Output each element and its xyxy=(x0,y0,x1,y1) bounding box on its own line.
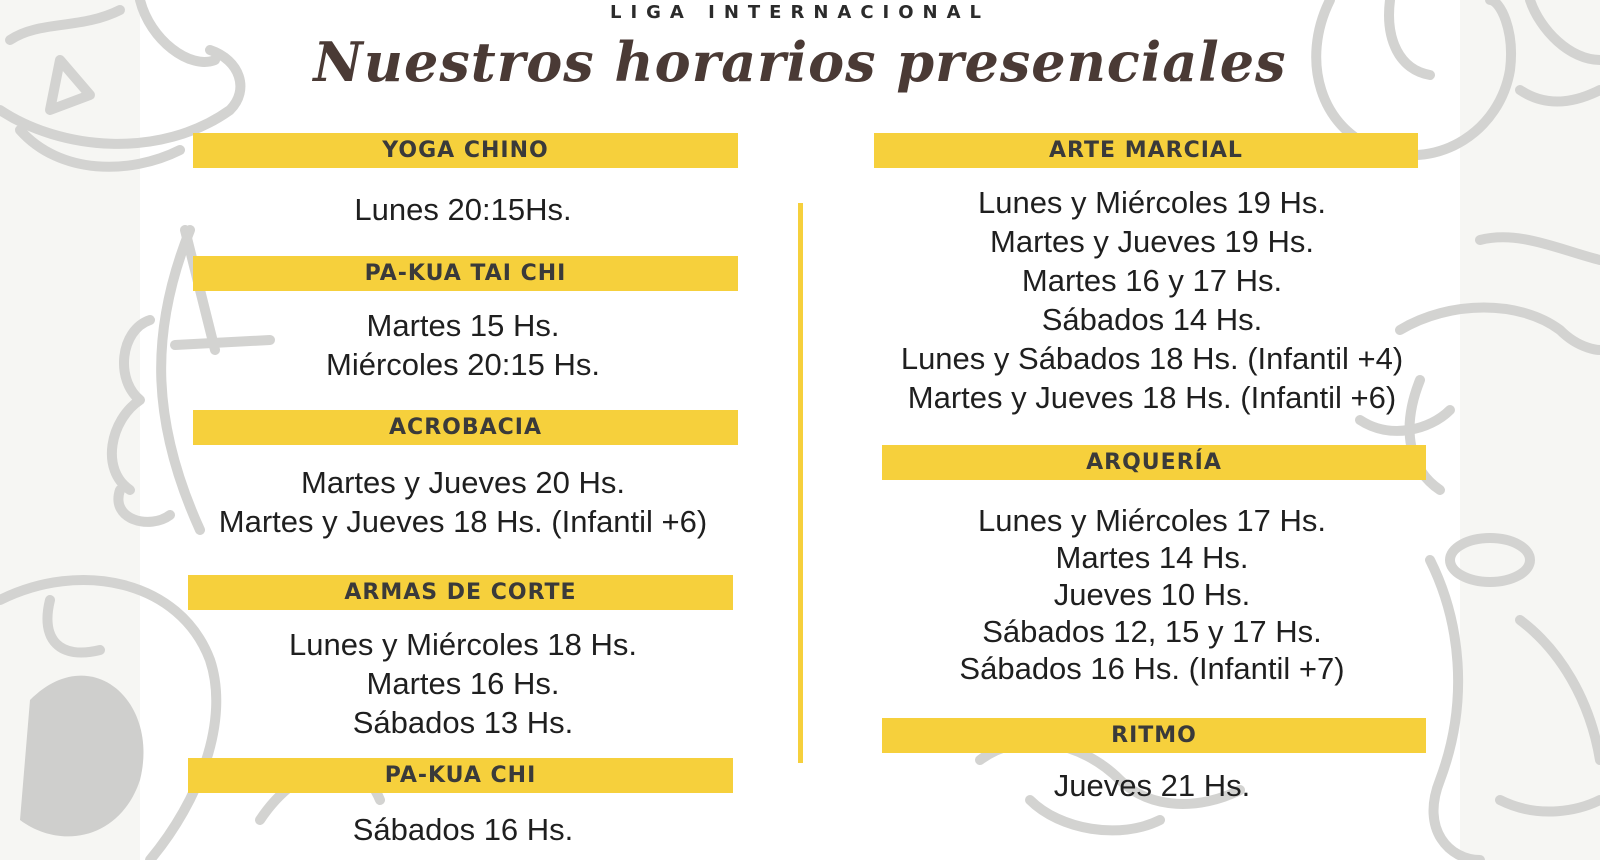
label-arqueria: ARQUERÍA xyxy=(882,445,1426,480)
schedule-line: Jueves 10 Hs. xyxy=(1053,577,1251,612)
schedule-line: Sábados 14 Hs. xyxy=(1041,302,1263,337)
schedule-line: Martes y Jueves 18 Hs. (Infantil +6) xyxy=(218,504,708,539)
label-armas-de-corte: ARMAS DE CORTE xyxy=(188,575,733,610)
schedule-line: Lunes y Miércoles 17 Hs. xyxy=(977,503,1327,538)
page-title: Nuestros horarios presenciales xyxy=(313,30,1287,94)
column-divider xyxy=(798,203,803,763)
schedule-arqueria xyxy=(832,502,1472,687)
label-pa-kua-tai-chi: PA-KUA TAI CHI xyxy=(193,256,738,291)
schedule-line: Lunes 20:15Hs. xyxy=(354,192,572,227)
schedule-pa-kua-chi xyxy=(143,810,783,849)
schedule-line: Martes 16 Hs. xyxy=(366,666,560,701)
schedule-line: Martes y Jueves 20 Hs. xyxy=(301,465,625,500)
schedule-line: Martes 14 Hs. xyxy=(1055,540,1249,575)
schedule-ritmo xyxy=(832,766,1472,805)
label-pa-kua-chi: PA-KUA CHI xyxy=(188,758,733,793)
schedule-arte-marcial xyxy=(832,183,1472,417)
schedule-pa-kua-tai-chi xyxy=(143,306,783,384)
schedule-line: Jueves 21 Hs. xyxy=(1053,768,1251,803)
label-acrobacia: ACROBACIA xyxy=(193,410,738,445)
schedule-acrobacia xyxy=(143,463,783,541)
schedule-line: Miércoles 20:15 Hs. xyxy=(326,347,600,382)
schedule-line: Sábados 12, 15 y 17 Hs. xyxy=(982,614,1322,649)
schedule-armas-de-corte xyxy=(143,625,783,742)
schedule-line: Martes y Jueves 19 Hs. xyxy=(990,224,1314,259)
schedule-line: Lunes y Miércoles 19 Hs. xyxy=(977,185,1327,220)
label-yoga-chino: YOGA CHINO xyxy=(193,133,738,168)
schedule-line: Martes 15 Hs. xyxy=(366,308,560,343)
schedule-line: Sábados 13 Hs. xyxy=(352,705,574,740)
schedule-yoga-chino xyxy=(143,190,783,229)
schedule-line: Lunes y Miércoles 18 Hs. xyxy=(288,627,638,662)
schedule-line: Martes 16 y 17 Hs. xyxy=(1021,263,1283,298)
schedule-line: Sábados 16 Hs. xyxy=(352,812,574,847)
schedule-line: Martes y Jueves 18 Hs. (Infantil +6) xyxy=(907,380,1397,415)
label-arte-marcial: ARTE MARCIAL xyxy=(874,133,1418,168)
league-kicker: LIGA INTERNACIONAL xyxy=(609,2,990,23)
schedule-line: Lunes y Sábados 18 Hs. (Infantil +4) xyxy=(900,341,1404,376)
schedule-line: Sábados 16 Hs. (Infantil +7) xyxy=(959,651,1345,686)
label-ritmo: RITMO xyxy=(882,718,1426,753)
